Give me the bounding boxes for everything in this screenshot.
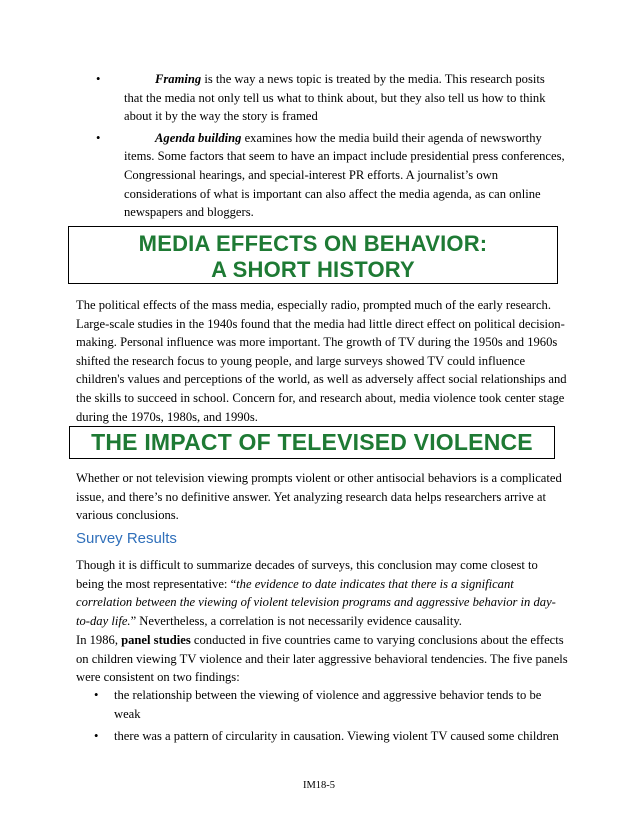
finding-item [94,686,568,723]
finding-item [94,727,568,746]
panel-studies-term: panel studies [121,633,191,647]
history-paragraph: The political effects of the mass media, especially radio, prompted much of the early research. Large-scale studies in the 1940s found that the media had little direct effect on political decision-making. Personal influence was more important. The growth of TV during the 1950s and 1960s shifted the research focus to young people, and large surveys showed TV could influence children's values and perceptions of the world, as well as adversely affect social relationships and the skills to succeed in school. Concern for, and research about, media violence took center stage during the 1970s, 1980s, and 1990s. [76,298,567,424]
subheading-survey-results: Survey Results [76,530,177,547]
concepts-bullet-list [96,70,566,225]
finding-text: there was a pattern of circularity in causation. Viewing violent TV caused some children [114,729,559,744]
panel-studies-paragraph [76,631,568,687]
bullet-marker: • [96,130,101,145]
violence-intro-paragraph: Whether or not television viewing prompts violent or other antisocial behaviors is a complicated issue, and there’s no definitive answer. Yet analyzing research data helps researchers arrive at various conclusions. [76,471,562,523]
survey-paragraph [76,556,568,630]
survey-text-end: ” Nevertheless, a correlation is not necessarily evidence causality. [130,613,462,628]
bullet-framing [96,70,566,126]
agenda-building-definition: examines how the media build their agenda of newsworthy items. Some factors that seem to have an impact include presidential press conferences, Congressional hearings, and special-interest PR efforts. A journalist’s own considerations of what is important can also affect the media agenda, as can online newspapers and bloggers. [124,130,565,220]
panel-text-end: conducted in five countries came to varying conclusions about the effects on children viewing TV violence and their later aggressive behavioral tendencies. The five panels were consistent on two findings: [76,633,568,685]
section-heading-televised-violence: THE IMPACT OF TELEVISED VIOLENCE [69,426,555,459]
bullet-agenda-building [96,129,566,222]
section-heading-media-effects [68,226,558,284]
survey-quote: the evidence to date indicates that there is a significant correlation between the viewing of violent television programs and aggressive behavior in day-to-day life. [76,576,556,628]
heading-line-2: A SHORT HISTORY [211,257,415,282]
framing-definition: is the way a news topic is treated by the media. This research posits that the media not only tell us what to think about, but they also tell us how to think about it by the way the story is framed [124,72,546,124]
bullet-marker: • [96,72,101,86]
bullet-marker: • [94,729,99,744]
page-number: IM18-5 [302,780,336,791]
bullet-marker: • [94,688,99,702]
term-agenda-building: Agenda building [155,130,242,145]
panel-text-start: In 1986, [76,633,122,647]
term-framing: Framing [155,72,202,86]
findings-bullet-list [94,686,568,750]
finding-text: the relationship between the viewing of violence and aggressive behavior tends to be weak [114,688,542,721]
survey-text-start: Though it is difficult to summarize decades of surveys, this conclusion may come closest to being the most representative: “ [76,558,538,591]
heading-line-1: MEDIA EFFECTS ON BEHAVIOR: [138,231,488,256]
